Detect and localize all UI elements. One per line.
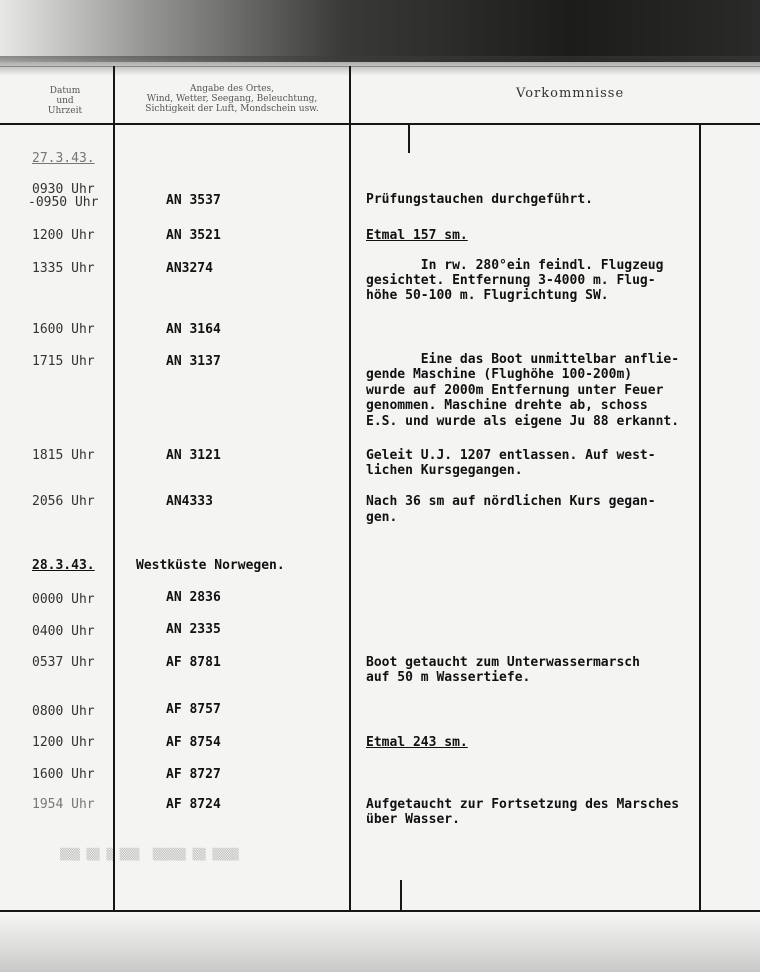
entry-event: Prüfungstauchen durchgeführt. [366, 192, 593, 207]
entry-time-end: -0950 Uhr [28, 195, 99, 210]
column-tick-1 [408, 123, 410, 153]
entry-time: 1600 Uhr [32, 767, 95, 782]
entry-place: AF 8727 [166, 767, 221, 782]
entry-place: AN 2335 [166, 622, 221, 637]
scan-shadow-top [0, 0, 760, 62]
entry-time: 0400 Uhr [32, 624, 95, 639]
entry-event-line: E.S. und wurde als eigene Ju 88 erkannt. [366, 414, 680, 429]
entry-time: 1200 Uhr [32, 735, 95, 750]
header-date-line3: Uhrzeit [47, 106, 83, 116]
entry-event-line: gesichtet. Entfernung 3-4000 m. Flug- [366, 273, 656, 288]
entry-event: Etmal 243 sm. [366, 735, 468, 750]
entry-place: AN4333 [166, 494, 213, 509]
entry-place: AF 8724 [166, 797, 221, 812]
entry-time: 0000 Uhr [32, 592, 95, 607]
entry-event-line: gen. [366, 510, 398, 525]
entry-place: AN 3137 [166, 354, 221, 369]
entry-event: Etmal 157 sm. [366, 228, 468, 243]
column-divider-2 [349, 66, 351, 912]
entry-place: AN 3537 [166, 193, 221, 208]
entry-event-line: höhe 50-100 m. Flugrichtung SW. [366, 288, 609, 303]
scan-shadow-bottom [0, 914, 760, 972]
entry-place: AN 3121 [166, 448, 221, 463]
bleed-through-mark: ▒▒▒ ▒▒ ▒ ▒▒▒ ▒▒▒▒▒ ▒▒ ▒▒▒▒ [60, 848, 239, 861]
entry-event-line: auf 50 m Wassertiefe. [366, 670, 531, 685]
header-place-line3: Sichtigkeit der Luft, Mondschein usw. [145, 104, 319, 114]
column-divider-1 [113, 66, 115, 912]
header-events-column: Vorkommnisse [516, 86, 625, 101]
entry-time: 0930 Uhr [32, 182, 95, 197]
entry-event-line: genommen. Maschine drehte ab, schoss [366, 398, 648, 413]
entry-event-line: wurde auf 2000m Entfernung unter Feuer [366, 383, 664, 398]
entry-time: 0800 Uhr [32, 704, 95, 719]
entry-time: 0537 Uhr [32, 655, 95, 670]
entry-place: AN 2836 [166, 590, 221, 605]
entry-place: AN 3164 [166, 322, 221, 337]
entry-event-line: In rw. 280°ein feindl. Flugzeug [366, 258, 664, 273]
header-date-line1: Datum [49, 86, 81, 96]
header-place-line2: Wind, Wetter, Seegang, Beleuchtung, [146, 94, 318, 104]
header-date-column [30, 86, 100, 116]
entry-time: 2056 Uhr [32, 494, 95, 509]
header-place-column [118, 84, 346, 114]
header-date-line2: und [56, 96, 74, 106]
entry-event-line: Aufgetaucht zur Fortsetzung des Marsches [366, 797, 680, 812]
entry-time: 1954 Uhr [32, 797, 95, 812]
entry-event-line: Nach 36 sm auf nördlichen Kurs gegan- [366, 494, 656, 509]
entry-time: 1335 Uhr [32, 261, 95, 276]
entry-place: AN3274 [166, 261, 213, 276]
date-label: 28.3.43. [32, 558, 95, 573]
date-label: 27.3.43. [32, 151, 95, 166]
entry-time: 1715 Uhr [32, 354, 95, 369]
header-place-line1: Angabe des Ortes, [189, 84, 275, 94]
entry-event-line: Boot getaucht zum Unterwassermarsch [366, 655, 640, 670]
entry-event-line: Geleit U.J. 1207 entlassen. Auf west- [366, 448, 656, 463]
column-tick-2 [400, 880, 402, 912]
entry-place: AF 8754 [166, 735, 221, 750]
entry-event-line: lichen Kursgegangen. [366, 463, 523, 478]
entry-place: AF 8781 [166, 655, 221, 670]
entry-time: 1815 Uhr [32, 448, 95, 463]
entry-place: AF 8757 [166, 702, 221, 717]
entry-place: AN 3521 [166, 228, 221, 243]
entry-time: 1200 Uhr [32, 228, 95, 243]
entry-place: Westküste Norwegen. [136, 558, 285, 573]
entry-event-line: gende Maschine (Flughöhe 100-200m) [366, 367, 633, 382]
entry-event-line: Eine das Boot unmittelbar anflie- [366, 352, 680, 367]
entry-event-line: über Wasser. [366, 812, 460, 827]
column-divider-3 [699, 123, 701, 912]
entry-time: 1600 Uhr [32, 322, 95, 337]
